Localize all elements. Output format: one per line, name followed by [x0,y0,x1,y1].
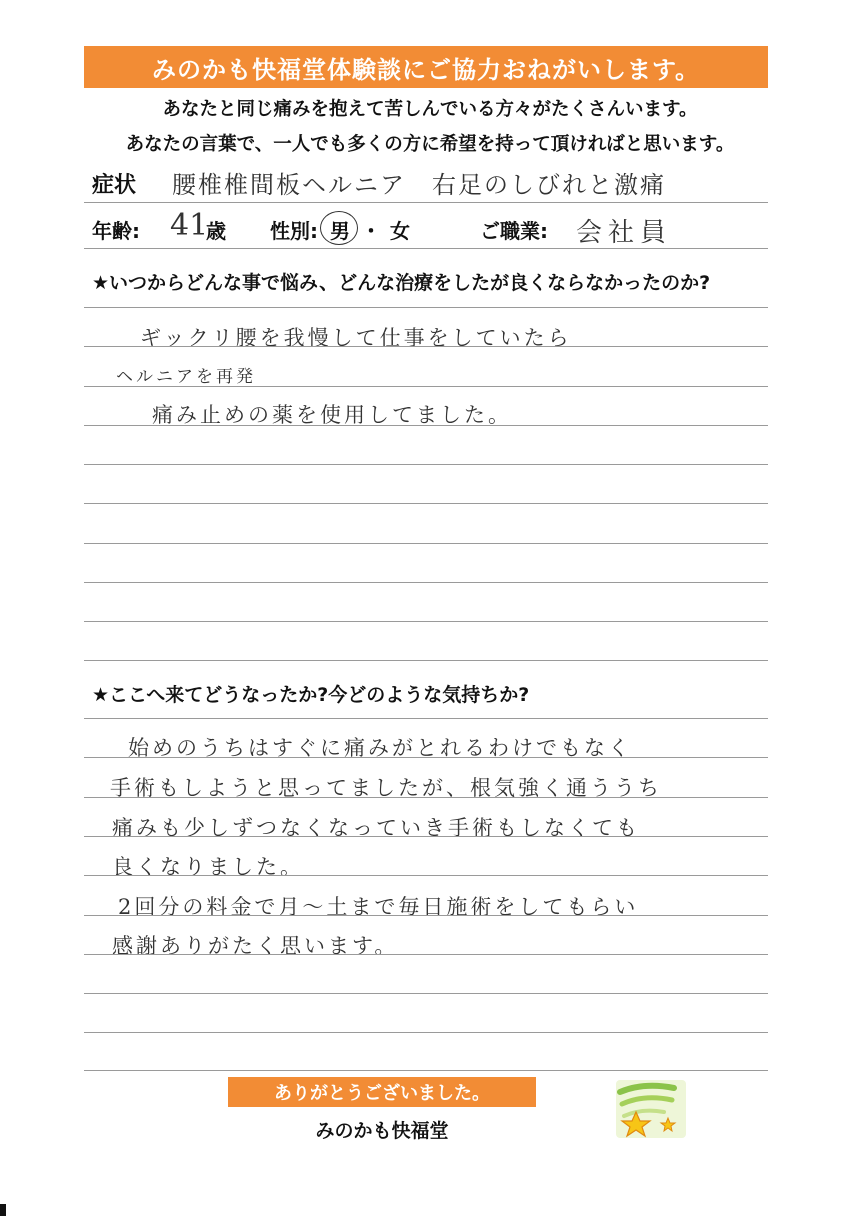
shooting-star-logo-icon [614,1078,688,1140]
q1-rule-2 [84,346,768,347]
answer-2-line-6: 感謝ありがたく思います。 [112,934,399,958]
survey-banner: みのかも快福堂体験談にご協力おねがいします。 [84,46,768,88]
intro-line-1: あなたと同じ痛みを抱えて苦しんでいる方々がたくさんいます。 [162,99,698,120]
symptom-value: 腰椎椎間板ヘルニア 右足のしびれと激痛 [172,171,666,199]
q1-rule-7 [84,543,768,544]
q1-rule-1 [84,307,768,308]
q2-rule-5 [84,875,768,876]
question-2: ★ここへ来てどうなったか?今どのような気持ちか? [92,684,530,706]
thanks-banner: ありがとうございました。 [228,1077,536,1107]
q1-rule-10 [84,660,768,661]
profile-rule [84,248,768,249]
q2-rule-2 [84,757,768,758]
answer-2-line-4: 良くなりました。 [112,855,304,879]
q1-rule-4 [84,425,768,426]
q2-rule-10 [84,1070,768,1071]
gender-female: 女 [390,219,410,243]
q1-rule-6 [84,503,768,504]
q1-rule-9 [84,621,768,622]
intro-line-2: あなたの言葉で、一人でも多くの方に希望を持って頂ければと思います。 [125,134,735,155]
answer-1-line-1: ギックリ腰を我慢して仕事をしていたら [140,326,572,350]
age-value: 41 [170,208,209,243]
q1-rule-8 [84,582,768,583]
q2-rule-4 [84,836,768,837]
age-unit: 歳 [206,219,226,243]
q2-rule-7 [84,954,768,955]
gender-label: 性別: [270,219,318,243]
gender-male: 男 [330,219,350,243]
question-1: ★いつからどんな事で悩み、どんな治療をしたが良くならなかったのか? [92,272,711,294]
gender-selected-circle [320,211,358,245]
occupation-label: ご職業: [480,219,548,243]
q1-rule-3 [84,386,768,387]
answer-2-line-1: 始めのうちはすぐに痛みがとれるわけでもなく [128,736,632,760]
q2-rule-1 [84,718,768,719]
age-label: 年齢: [92,219,140,243]
symptom-rule [84,202,768,203]
q2-rule-6 [84,915,768,916]
answer-1-line-2: ヘルニアを再発 [116,367,256,387]
scan-edge-mark [0,1204,6,1216]
answer-2-line-3: 痛みも少しずつなくなっていき手術もしなくても [112,816,640,840]
q1-rule-5 [84,464,768,465]
answer-1-line-3: 痛み止めの薬を使用してました。 [152,403,512,427]
occupation-value: 会社員 [576,218,673,248]
q2-rule-3 [84,797,768,798]
q2-rule-8 [84,993,768,994]
q2-rule-9 [84,1032,768,1033]
gender-separator: ・ [361,219,381,243]
answer-2-line-5: 2回分の料金で月〜土まで毎日施術をしてもらい [118,895,639,919]
answer-2-line-2: 手術もしようと思ってましたが、根気強く通ううち [110,776,662,800]
shop-name: みのかも快福堂 [315,1120,449,1142]
symptom-label: 症状 [92,173,137,198]
